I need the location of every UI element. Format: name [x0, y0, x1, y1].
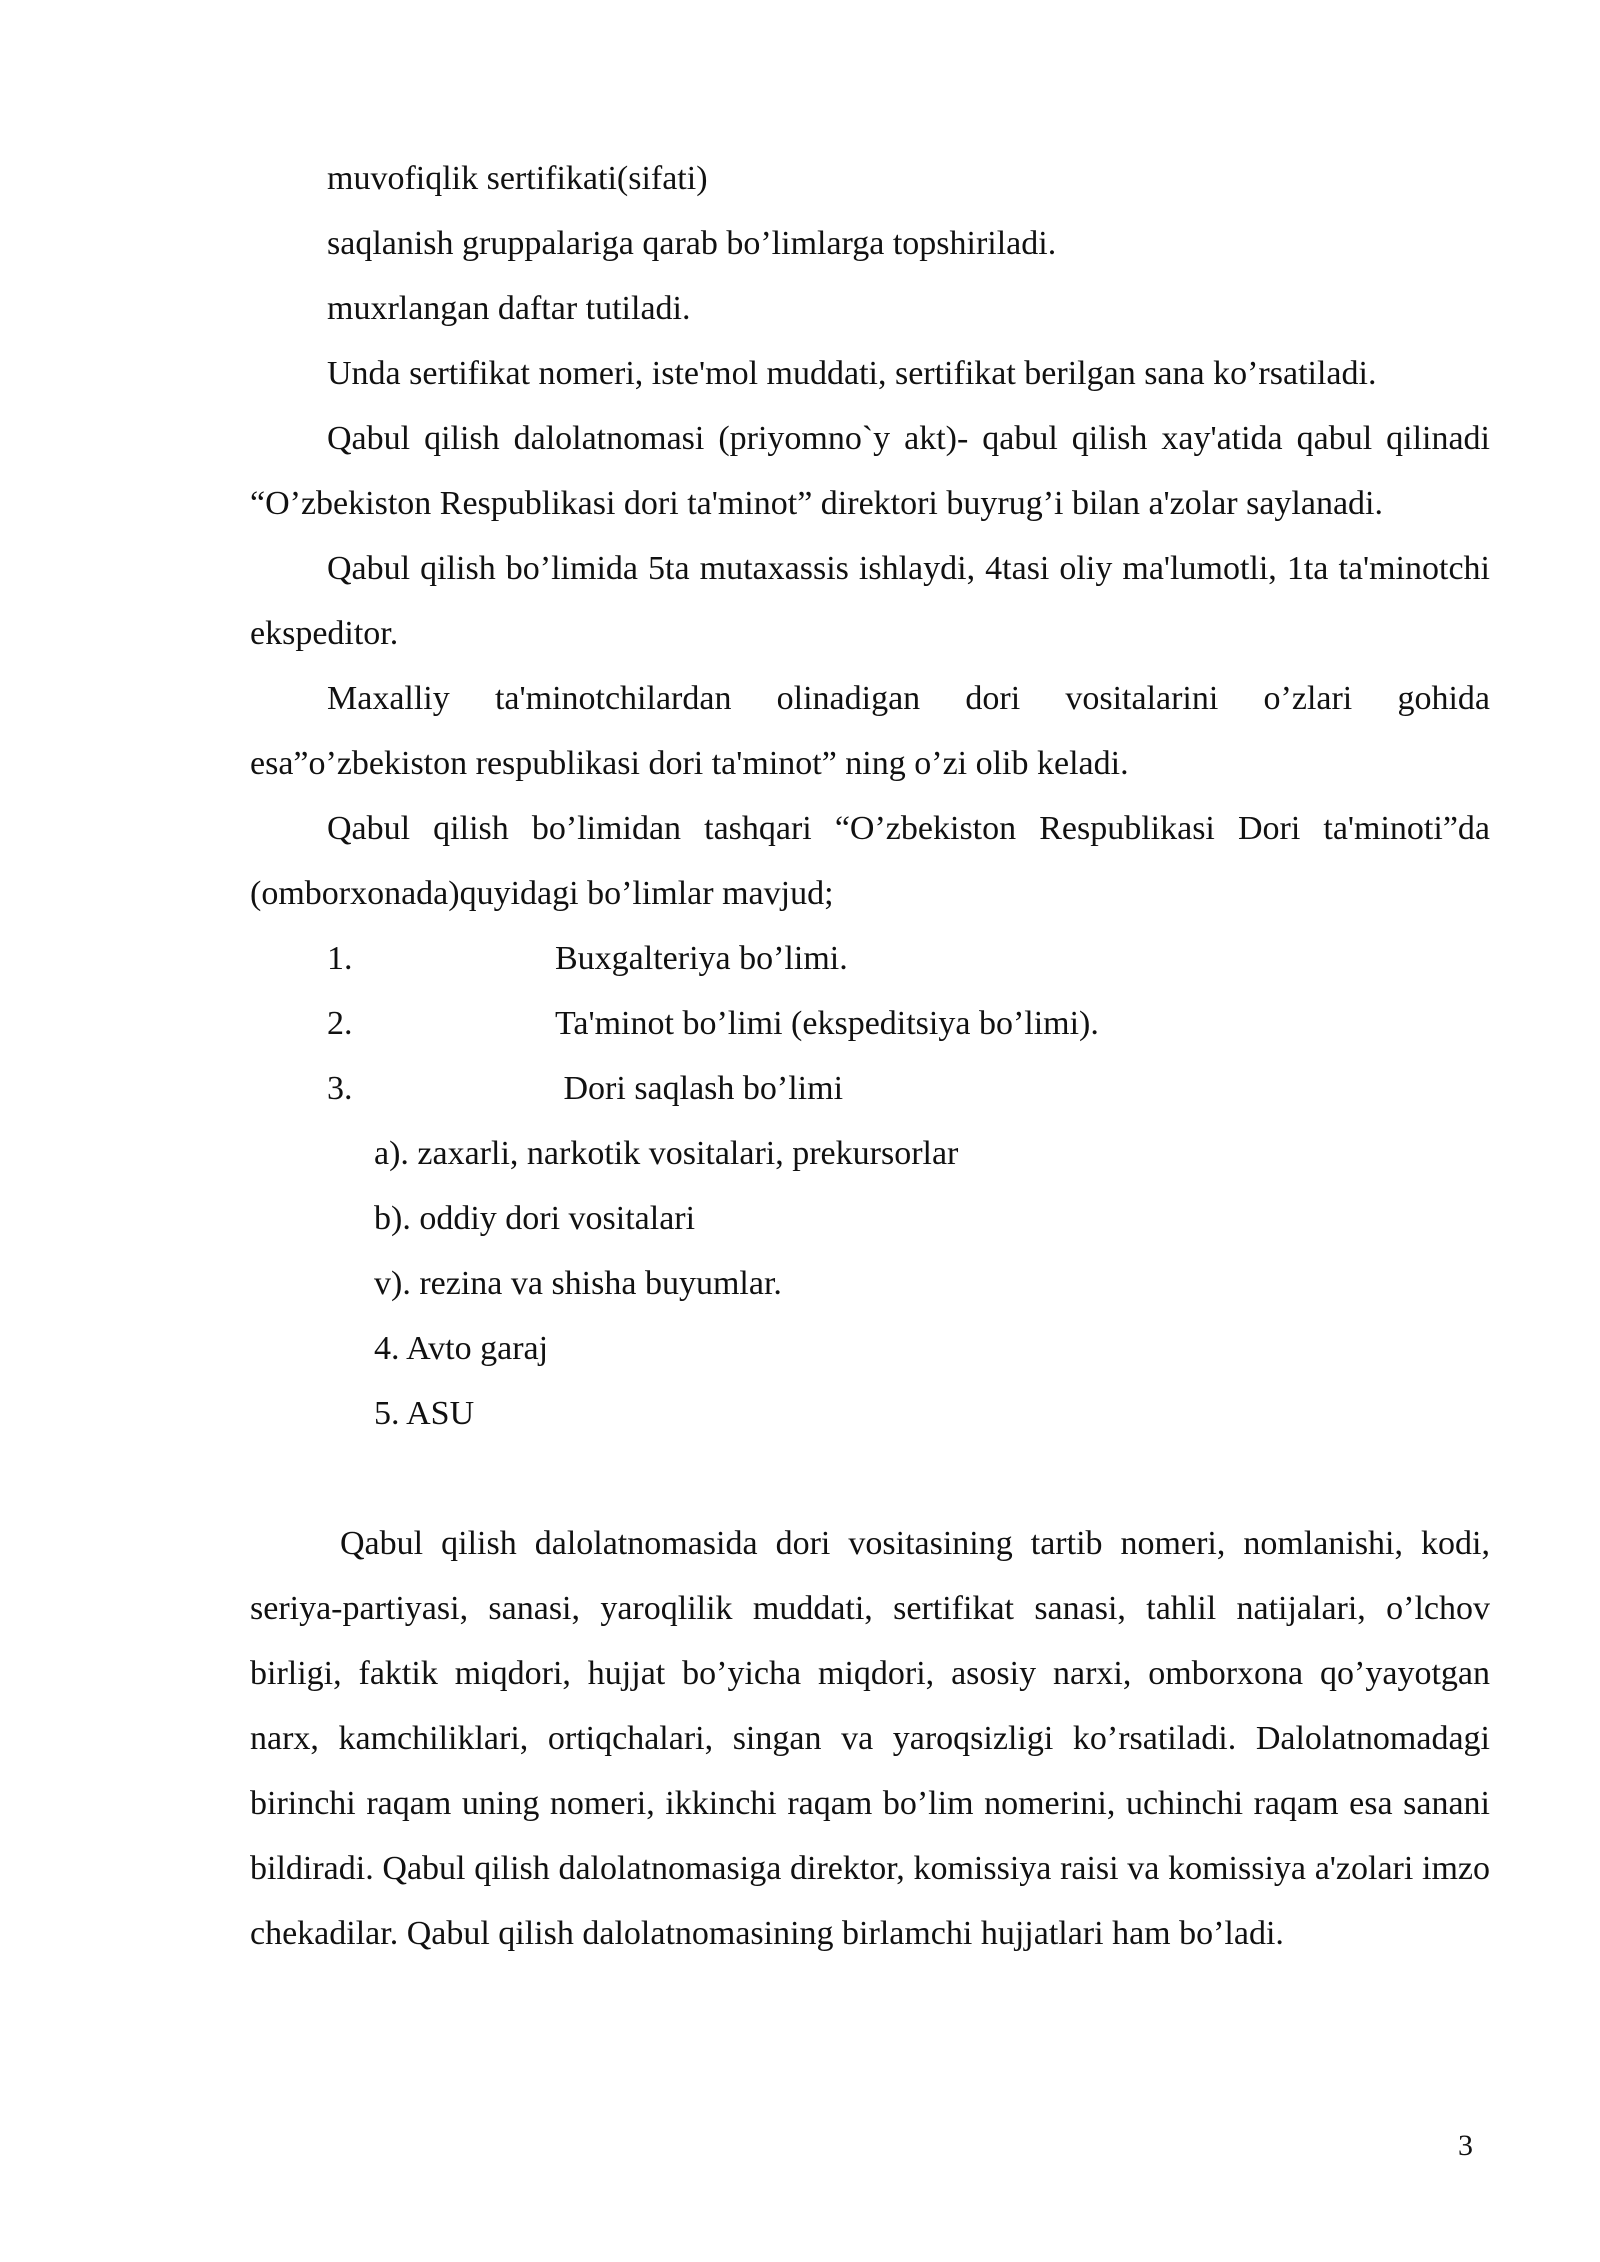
list-item: [250, 926, 1490, 991]
list-item: [250, 1056, 1490, 1121]
list-number: 1.: [327, 940, 353, 977]
list-text: Buxgalteriya bo’limi.: [555, 940, 848, 977]
page-content: [250, 146, 1490, 1966]
list-item: [250, 991, 1490, 1056]
paragraph: Qabul qilish dalolatnomasida dori vositasining tartib nomeri, nomlanishi, kodi, seriya-partiyasi, sanasi, yaroqlilik muddati, sertifikat sanasi, tahlil natijalari, o’lchov birligi, faktik miqdori, hujjat bo’yicha miqdori, asosiy narxi, omborxona qo’yayotgan narx, kamchiliklari, ortiqchalari, singan va yaroqsizligi ko’rsatiladi. Dalolatnomadagi birinchi raqam uning nomeri, ikkinchi raqam bo’lim nomerini, uchinchi raqam esa sanani bildiradi. Qabul qilish dalolatnomasiga direktor, komissiya raisi va komissiya a'zolari imzo chekadilar. Qabul qilish dalolatnomasining birlamchi hujjatlari ham bo’ladi.: [250, 1525, 1490, 1952]
sub-list-item: v). rezina va shisha buyumlar.: [374, 1265, 782, 1302]
text-line: muvofiqlik sertifikati(sifati): [327, 160, 708, 197]
paragraph: Qabul qilish dalolatnomasi (priyomno`y akt)- qabul qilish xay'atida qabul qilinadi “O’zbekiston Respublikasi dori ta'minot” direktori buyrug’i bilan a'zolar saylanadi.: [250, 420, 1490, 522]
text-line: muxrlangan daftar tutiladi.: [327, 290, 691, 327]
paragraph: Qabul qilish bo’limida 5ta mutaxassis ishlaydi, 4tasi oliy ma'lumotli, 1ta ta'minotchi ekspeditor.: [250, 550, 1490, 652]
paragraph: Maxalliy ta'minotchilardan olinadigan dori vositalarini o’zlari gohida esa”o’zbekiston respublikasi dori ta'minot” ning o’zi olib keladi.: [250, 680, 1490, 782]
sub-list-item: 4. Avto garaj: [374, 1330, 549, 1367]
list-number: 2.: [327, 1005, 353, 1042]
list-text: Ta'minot bo’limi (ekspeditsiya bo’limi).: [555, 1005, 1099, 1042]
list-text: Dori saqlash bo’limi: [555, 1070, 844, 1107]
paragraph: Qabul qilish bo’limidan tashqari “O’zbekiston Respublikasi Dori ta'minoti”da (omborxonada)quyidagi bo’limlar mavjud;: [250, 810, 1490, 912]
page-number: 3: [1458, 2129, 1473, 2162]
sub-list-item: b). oddiy dori vositalari: [374, 1200, 696, 1237]
sub-list-item: a). zaxarli, narkotik vositalari, prekursorlar: [374, 1135, 959, 1172]
text-line: Unda sertifikat nomeri, iste'mol muddati, sertifikat berilgan sana ko’rsatiladi.: [327, 355, 1377, 392]
blank-line: [250, 1446, 1490, 1511]
list-number: 3.: [327, 1070, 353, 1107]
text-line: saqlanish gruppalariga qarab bo’limlarga topshiriladi.: [327, 225, 1057, 262]
sub-list-item: 5. ASU: [374, 1395, 475, 1432]
